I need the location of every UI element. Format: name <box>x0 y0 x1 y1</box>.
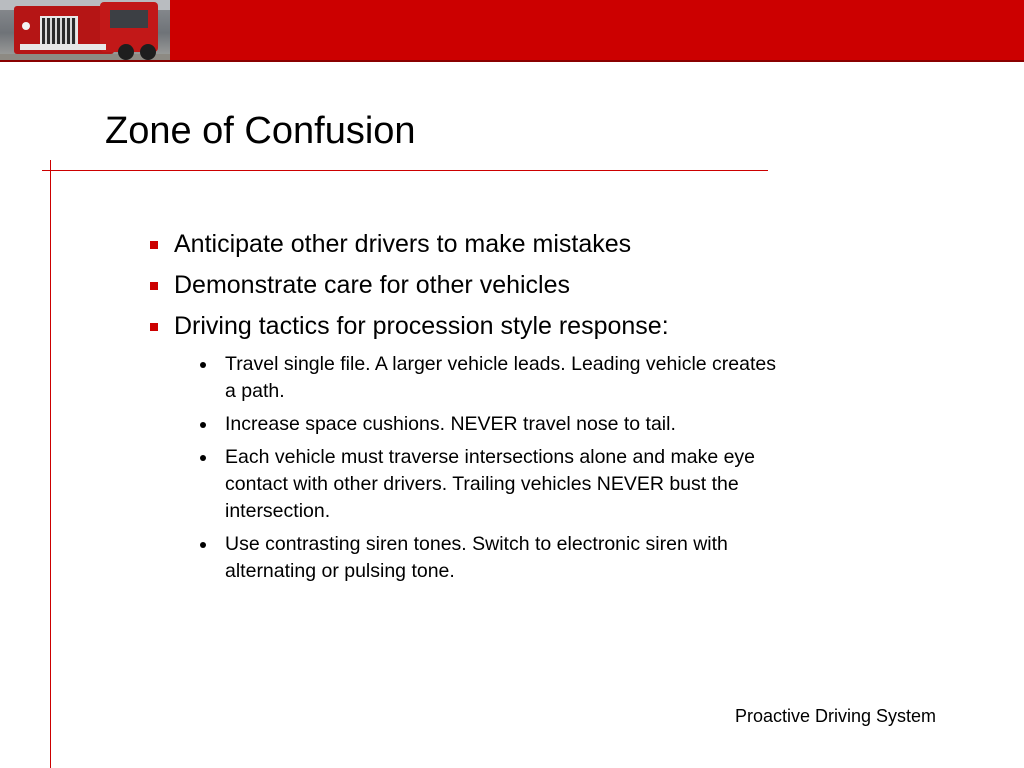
bullet-list <box>148 228 788 342</box>
slide-content <box>148 228 788 591</box>
sub-bullet-text: Use contrasting siren tones. Switch to electronic siren with alternating or pulsing tone. <box>225 533 728 582</box>
bullet-text: Anticipate other drivers to make mistakes <box>174 230 632 258</box>
sub-bullet-text: Each vehicle must traverse intersections alone and make eye contact with other drivers. Trailing vehicles NEVER bust the intersection. <box>225 446 756 522</box>
round-bullet-icon <box>200 422 206 428</box>
square-bullet-icon <box>150 282 158 290</box>
left-margin-line <box>50 160 51 768</box>
bullet-item <box>148 228 788 260</box>
sub-bullet-item <box>200 444 785 525</box>
sub-bullet-text: Travel single file. A larger vehicle leads. Leading vehicle creates a path. <box>225 353 776 402</box>
slide-footer: Proactive Driving System <box>734 706 936 726</box>
bullet-text: Demonstrate care for other vehicles <box>174 271 571 299</box>
sub-bullet-item <box>200 411 785 438</box>
sub-bullet-list <box>148 351 788 585</box>
fire-truck-photo <box>0 0 170 60</box>
round-bullet-icon <box>200 542 206 548</box>
square-bullet-icon <box>150 241 158 249</box>
round-bullet-icon <box>200 455 206 461</box>
sub-bullet-item <box>200 351 785 405</box>
bullet-item <box>148 269 788 301</box>
top-banner <box>0 0 1024 60</box>
sub-bullet-text: Increase space cushions. NEVER travel nose to tail. <box>225 413 676 435</box>
title-underline <box>42 170 768 171</box>
slide-title: Zone of Confusion <box>105 110 416 152</box>
bullet-text: Driving tactics for procession style response: <box>174 312 669 340</box>
square-bullet-icon <box>150 323 158 331</box>
bullet-item <box>148 310 788 342</box>
sub-bullet-item <box>200 531 785 585</box>
round-bullet-icon <box>200 362 206 368</box>
